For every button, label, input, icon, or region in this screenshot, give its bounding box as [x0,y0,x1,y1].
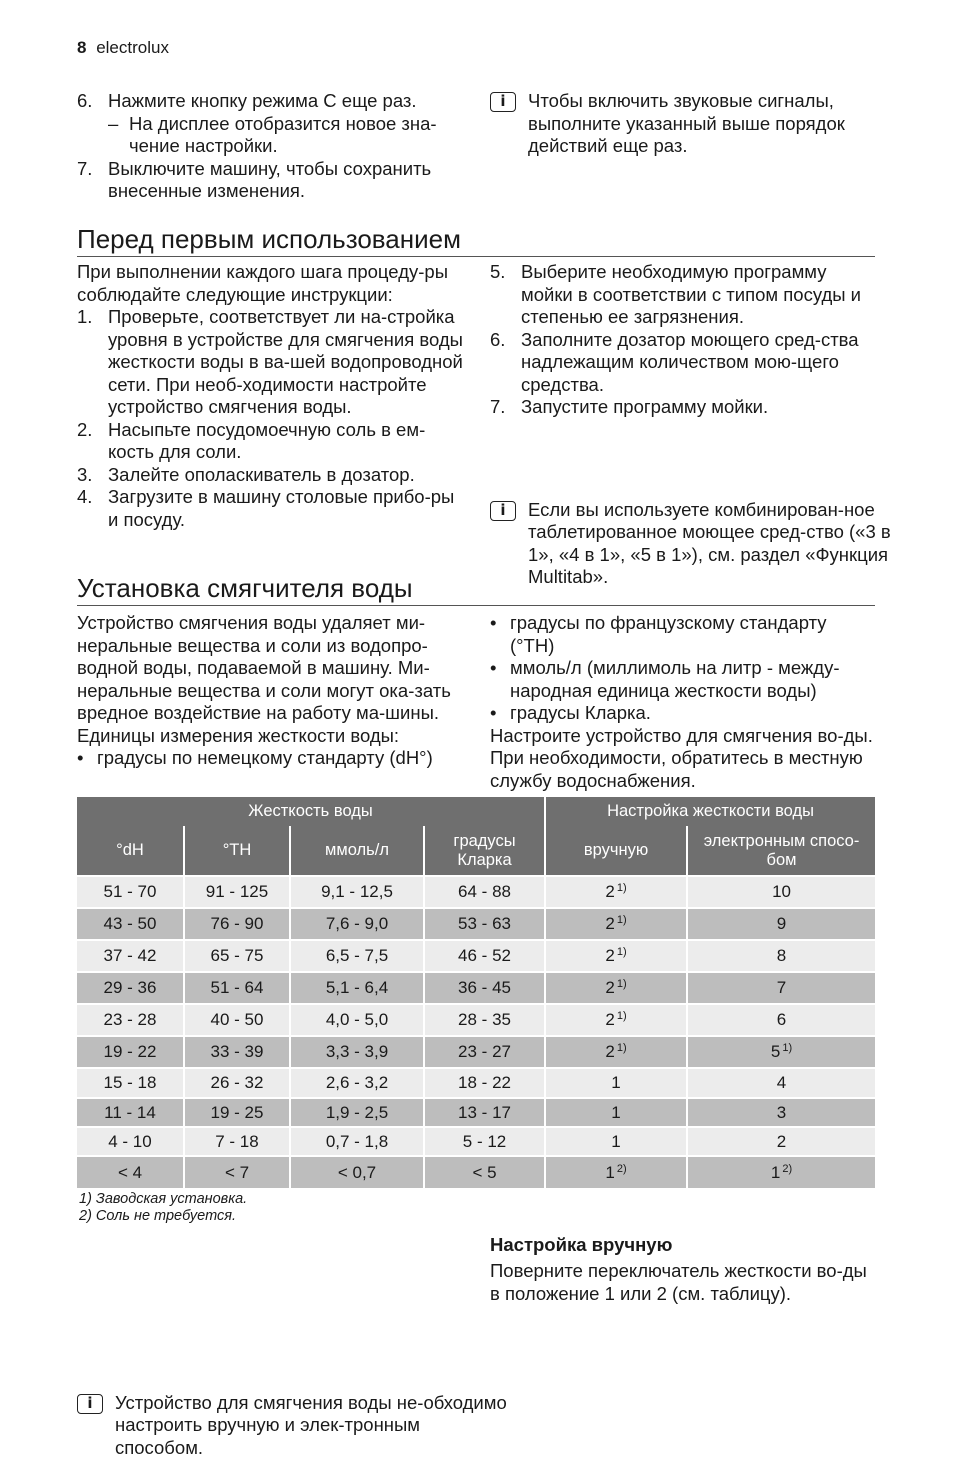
cell-electronic: 7 [687,972,875,1004]
cell-manual: 1 [545,1098,687,1127]
cell-th: 26 - 32 [184,1068,290,1098]
cell-mmol: 9,1 - 12,5 [290,876,424,908]
table-row [77,1098,875,1127]
table-group-hardness: Жесткость воды [77,797,545,826]
footnote-1: 1) Заводская установка. [79,1191,247,1208]
table-row [77,908,875,940]
footnote-ref: 1) [617,1042,627,1054]
info-icon: i [490,92,516,112]
col-electronic: электронным спосо-бом [687,826,875,876]
col-clark: градусы Кларка [424,826,545,876]
cell-manual: 1 [545,1068,687,1098]
first-use-step-6: 6. Заполните дозатор моющего сред-ства надлежащим количеством мою-щего средства. [490,329,880,397]
footnote-ref: 1) [617,914,627,926]
cell-dh: 23 - 28 [77,1004,184,1036]
table-row [77,1068,875,1098]
cell-manual: 2 $^{1)}$ [545,908,687,940]
cell-electronic: 2 [687,1127,875,1156]
cell-mmol: 0,7 - 1,8 [290,1127,424,1156]
intro-step-6-sub: – На дисплее отобразится новое зна-чение настройки. [108,113,472,158]
cell-electronic: 4 [687,1068,875,1098]
cell-manual: 2 $^{1)}$ [545,876,687,908]
intro-step-6-sub-text: На дисплее отобразится новое зна-чение настройки. [129,113,459,158]
cell-clark: 36 - 45 [424,972,545,1004]
footnote-ref: 1) [617,1010,627,1022]
table-row [77,876,875,908]
softener-para1: Устройство смягчения воды удаляет ми-неральные вещества и соли из водопро-водной воды, подаваемой в машину. Ми-неральные вещества и соли могут ока-зать вредное воздействие на работу ма-шины. [77,612,461,725]
unit-item: • градусы по немецкому стандарту (dH°) [77,747,469,770]
cell-th: 76 - 90 [184,908,290,940]
cell-dh: 11 - 14 [77,1098,184,1127]
table-row [77,940,875,972]
cell-mmol: 5,1 - 6,4 [290,972,424,1004]
cell-dh: 15 - 18 [77,1068,184,1098]
unit-item: • градусы по французскому стандарту (°TH) [490,612,880,657]
footnote-ref: 2) [617,1163,627,1175]
cell-mmol: 3,3 - 3,9 [290,1036,424,1068]
cell-mmol: 2,6 - 3,2 [290,1068,424,1098]
col-mmol: ммоль/л [290,826,424,876]
intro-note [490,90,918,158]
cell-dh: 19 - 22 [77,1036,184,1068]
section-title-water-softener: Установка смягчителя воды [77,573,875,606]
intro-steps [77,90,472,203]
cell-clark: 18 - 22 [424,1068,545,1098]
intro-step-6-text: Нажмите кнопку режима С еще раз. [108,90,417,111]
info-icon: i [490,501,516,521]
table-row [77,972,875,1004]
cell-clark: 28 - 35 [424,1004,545,1036]
bottom-note [77,1392,507,1459]
footnote-ref: 1) [617,882,627,894]
cell-dh: 51 - 70 [77,876,184,908]
cell-th: < 7 [184,1156,290,1188]
intro-step-7-text: Выключите машину, чтобы сохранить внесенные изменения. [108,158,468,203]
cell-th: 33 - 39 [184,1036,290,1068]
cell-clark: 5 - 12 [424,1127,545,1156]
brand-name: electrolux [96,38,169,57]
footnote-ref: 1) [782,1042,792,1054]
first-use-left [77,261,469,531]
cell-electronic: 1 $^{2)}$ [687,1156,875,1188]
first-use-step-2: 2. Насыпьте посудомоечную соль в ем-кость для соли. [77,419,469,464]
unit-item: • ммоль/л (миллимоль на литр - между-народная единица жесткости воды) [490,657,880,702]
col-th: °TH [184,826,290,876]
page-number: 8 [77,38,86,57]
first-use-step-1: 1. Проверьте, соответствует ли на-стройка уровня в устройстве для смягчения воды жесткости воды в ва-шей водопроводной сети. При необ-ходимости настройте устройство смягчения воды. [77,306,469,419]
cell-manual: 2 $^{1)}$ [545,972,687,1004]
cell-mmol: 7,6 - 9,0 [290,908,424,940]
footnote-ref: 2) [782,1163,792,1175]
cell-th: 19 - 25 [184,1098,290,1127]
cell-clark: 46 - 52 [424,940,545,972]
cell-electronic: 8 [687,940,875,972]
first-use-note-text: Если вы используете комбинирован-ное таблетированное моющее сред-ство («3 в 1», «4 в 1», «5 в 1»), см. раздел «Функция Multitab». [528,499,891,588]
softener-right [490,612,880,792]
table-body [77,876,875,1188]
footnote-2: 2) Соль не требуется. [79,1208,247,1225]
cell-dh: 37 - 42 [77,940,184,972]
cell-electronic: 5 $^{1)}$ [687,1036,875,1068]
section-title-first-use: Перед первым использованием [77,224,875,257]
cell-manual: 2 $^{1)}$ [545,1004,687,1036]
first-use-step-4: 4. Загрузите в машину столовые прибо-ры и посуду. [77,486,469,531]
softener-para2: Настроите устройство для смягчения во-ды. При необходимости, обратитесь в местную службу водоснабжения. [490,725,878,793]
cell-dh: < 4 [77,1156,184,1188]
info-icon: i [77,1394,103,1414]
cell-th: 7 - 18 [184,1127,290,1156]
cell-th: 40 - 50 [184,1004,290,1036]
cell-electronic: 6 [687,1004,875,1036]
cell-dh: 29 - 36 [77,972,184,1004]
table-row [77,1156,875,1188]
table-footnotes [79,1191,247,1225]
manual-setting-text: Поверните переключатель жесткости во-ды в положение 1 или 2 (см. таблицу). [490,1260,880,1305]
table-row [77,1036,875,1068]
cell-dh: 43 - 50 [77,908,184,940]
footnote-ref: 1) [617,978,627,990]
cell-th: 91 - 125 [184,876,290,908]
manual-setting-title: Настройка вручную [490,1234,880,1256]
first-use-right [490,261,880,419]
cell-mmol: < 0,7 [290,1156,424,1188]
table-group-setting: Настройка жесткости воды [545,797,875,826]
cell-th: 51 - 64 [184,972,290,1004]
col-dh: °dH [77,826,184,876]
cell-mmol: 6,5 - 7,5 [290,940,424,972]
first-use-step-3: 3. Залейте ополаскиватель в дозатор. [77,464,469,487]
footnote-ref: 1) [617,946,627,958]
cell-manual: 1 $^{2)}$ [545,1156,687,1188]
cell-electronic: 9 [687,908,875,940]
manual-setting [490,1234,880,1305]
bottom-note-text: Устройство для смягчения воды не-обходимо настроить вручную и элек-тронным способом. [115,1392,507,1458]
cell-clark: < 5 [424,1156,545,1188]
cell-clark: 53 - 63 [424,908,545,940]
cell-dh: 4 - 10 [77,1127,184,1156]
cell-electronic: 3 [687,1098,875,1127]
cell-mmol: 4,0 - 5,0 [290,1004,424,1036]
table-row [77,1004,875,1036]
cell-manual: 1 [545,1127,687,1156]
first-use-lead: При выполнении каждого шага процеду-ры соблюдайте следующие инструкции: [77,261,467,306]
intro-step-6: 6. Нажмите кнопку режима С еще раз. – На дисплее отобразится новое зна-чение настройки. [77,90,472,158]
cell-electronic: 10 [687,876,875,908]
unit-item: • градусы Кларка. [490,702,880,725]
cell-th: 65 - 75 [184,940,290,972]
cell-clark: 13 - 17 [424,1098,545,1127]
cell-clark: 23 - 27 [424,1036,545,1068]
page-header [77,37,169,59]
intro-note-text: Чтобы включить звуковые сигналы, выполните указанный выше порядок действий еще раз. [528,90,845,156]
cell-mmol: 1,9 - 2,5 [290,1098,424,1127]
cell-manual: 2 $^{1)}$ [545,940,687,972]
col-manual: вручную [545,826,687,876]
table-row [77,1127,875,1156]
cell-manual: 2 $^{1)}$ [545,1036,687,1068]
hardness-table [77,797,875,1188]
softener-left [77,612,469,770]
softener-units-lead: Единицы измерения жесткости воды: [77,725,469,748]
first-use-step-5: 5. Выберите необходимую программу мойки в соответствии с типом посуды и степенью ее загрязнения. [490,261,880,329]
first-use-step-7: 7. Запустите программу мойки. [490,396,880,419]
intro-step-7: 7. Выключите машину, чтобы сохранить внесенные изменения. [77,158,472,203]
cell-clark: 64 - 88 [424,876,545,908]
